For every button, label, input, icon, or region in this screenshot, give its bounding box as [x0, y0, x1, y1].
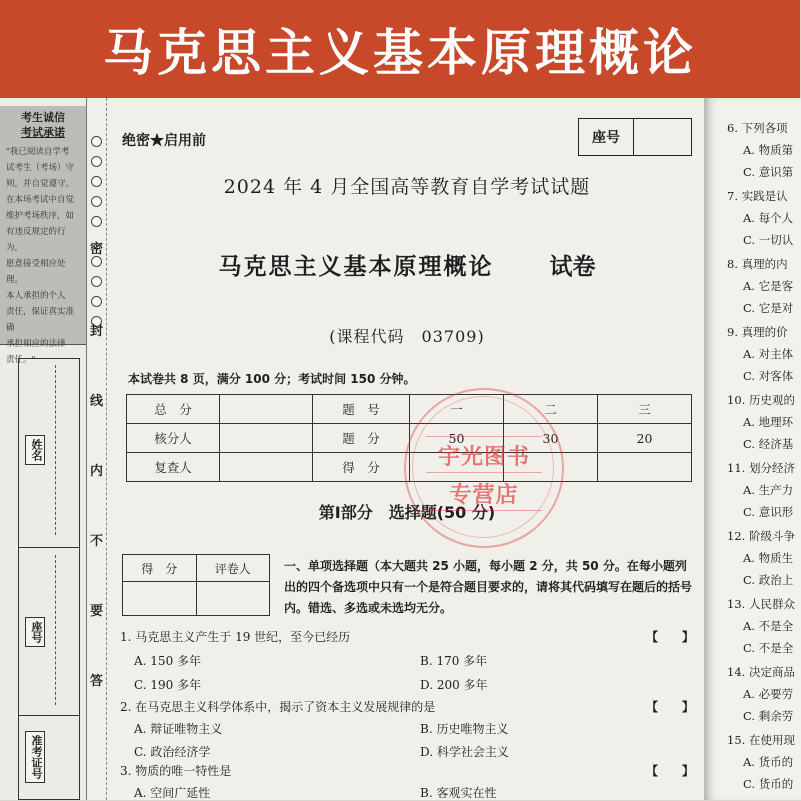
table-cell: 二: [504, 395, 598, 424]
table-cell: 得 分: [123, 555, 197, 582]
answer-bracket[interactable]: 【 】: [645, 700, 694, 714]
pledge-line: 本人承担的个人: [6, 291, 66, 301]
table-row: [127, 395, 692, 424]
score-input-cell[interactable]: [123, 582, 197, 616]
confidential-label: 绝密★启用前: [122, 133, 206, 149]
option: A. 地理环: [743, 415, 794, 429]
field-divider: [19, 547, 79, 548]
question-stem: 2. 在马克思主义科学体系中，揭示了资本主义发展规律的是: [120, 700, 436, 714]
option: C. 它是对: [743, 301, 794, 315]
question-stem: 15. 在使用现: [727, 733, 795, 747]
option: D. 200 多年: [420, 678, 488, 692]
binding-hole: [91, 276, 102, 287]
stamp-text-line2: 专营店: [449, 483, 519, 508]
option: A. 每个人: [743, 211, 794, 225]
seal-char: 答: [90, 674, 104, 689]
pledge-text: [0, 140, 86, 368]
question-stem: 1. 马克思主义产生于 19 世纪，至今已经历: [120, 630, 351, 644]
table-cell: 50: [410, 424, 504, 453]
question-stem: 9. 真理的价: [727, 325, 788, 339]
paper-word: 试卷: [549, 254, 596, 280]
seal-char: 密: [90, 242, 104, 257]
stamp-line: [426, 510, 542, 511]
question-stem: 7. 实践是认: [727, 189, 788, 203]
title-banner: [0, 0, 800, 98]
banner-title: 马克思主义基本原理概论: [103, 24, 697, 82]
pledge-line: 在本场考试中自觉: [6, 195, 75, 205]
question-stem: 12. 阶级斗争: [727, 529, 795, 543]
table-cell: 题 号: [313, 395, 410, 424]
seat-field-label: 座号: [25, 617, 45, 647]
option: A. 物质生: [743, 551, 794, 565]
table-row: [123, 582, 270, 616]
option: C. 政治上: [743, 573, 794, 587]
exam-id-field-label: 准考证号: [25, 731, 45, 783]
table-cell[interactable]: [220, 424, 313, 453]
seat-field-line[interactable]: [55, 555, 57, 705]
option: A. 不是全: [743, 619, 794, 633]
seal-line-column: [88, 98, 107, 800]
pledge-line: 责任，保证真实准确: [6, 307, 75, 333]
option: B. 客观实在性: [420, 786, 497, 800]
question-stem: 3. 物质的唯一特性是: [120, 764, 232, 778]
seal-char: 内: [90, 464, 104, 479]
question-stem: 14. 决定商品: [727, 665, 795, 679]
question-stem: 6. 下列各项: [727, 121, 788, 135]
question-stem: 13. 人民群众: [727, 597, 795, 611]
answer-bracket[interactable]: 【 】: [645, 764, 694, 778]
subject-title: 马克思主义基本原理概论: [218, 254, 494, 280]
pledge-line: 维护考场秩序，如: [6, 211, 75, 221]
option: C. 政治经济学: [134, 745, 211, 759]
option: A. 辩证唯物主义: [134, 722, 223, 736]
binding-hole: [91, 196, 102, 207]
binding-hole: [91, 256, 102, 267]
part-title: 第Ⅰ部分 选择题(50 分): [318, 503, 496, 522]
stamp-line: [426, 436, 542, 437]
question-item: [120, 762, 694, 800]
next-page-partial: [704, 98, 801, 800]
option: B. 历史唯物主义: [420, 722, 509, 736]
subject-row: [112, 248, 702, 281]
question-item: [120, 628, 694, 692]
grader-table: [122, 554, 270, 616]
pledge-line: 有违反规定的行为，: [6, 227, 66, 253]
option: C. 意识第: [743, 165, 794, 179]
seal-char: 要: [90, 604, 104, 619]
table-cell: 一: [410, 395, 504, 424]
table-cell: 30: [504, 424, 598, 453]
option: D. 科学社会主义: [420, 745, 509, 759]
name-field-line[interactable]: [55, 365, 57, 535]
exam-title: 2024 年 4 月全国高等教育自学考试试题: [223, 176, 591, 198]
table-cell: 题 分: [313, 424, 410, 453]
binding-hole: [91, 156, 102, 167]
question-item: [120, 698, 694, 758]
question-stem: 11. 划分经济: [727, 461, 795, 475]
pledge-line: "我已阅读自学考: [6, 147, 70, 157]
binding-hole: [91, 296, 102, 307]
integrity-pledge-box: [0, 106, 86, 365]
binding-hole: [91, 216, 102, 227]
option: C. 一切认: [743, 233, 794, 247]
course-code: (课程代码 03709): [329, 327, 485, 346]
answer-bracket[interactable]: 【 】: [645, 630, 694, 644]
exam-info: 本试卷共 8 页，满分 100 分；考试时间 150 分钟。: [128, 372, 416, 386]
pledge-line: 则，并自觉遵守。: [6, 179, 75, 189]
option: B. 170 多年: [420, 654, 488, 668]
seat-number-label: 座号: [579, 119, 634, 155]
name-field-label: 姓名: [25, 435, 45, 465]
seal-char: 线: [90, 394, 104, 409]
option: C. 剩余劳: [743, 709, 794, 723]
pledge-line: 承担相应的法律: [6, 339, 66, 349]
option: A. 生产力: [743, 483, 794, 497]
exam-sheet: [112, 98, 702, 800]
table-row: [123, 555, 270, 582]
pledge-subtitle: 考试承诺: [21, 126, 65, 139]
section-instructions: 一、单项选择题（本大题共 25 小题，每小题 2 分，共 50 分。在每小题列出的四个备选项中只有一个是符合题目要求的，请将其代码填写在题后的括号内。错选、多选或未选均无分。: [284, 559, 693, 615]
option: A. 必要劳: [743, 687, 794, 701]
table-cell: 得 分: [313, 453, 410, 482]
binding-hole: [91, 176, 102, 187]
option: A. 对主体: [743, 347, 794, 361]
option: C. 意识形: [743, 505, 794, 519]
option: A. 物质第: [743, 143, 794, 157]
candidate-id-table: [18, 358, 80, 800]
table-cell[interactable]: [598, 453, 692, 482]
seat-number-box: [578, 118, 692, 156]
table-cell: 三: [598, 395, 692, 424]
pledge-title: 考生诚信: [21, 111, 65, 124]
option: A. 空间广延性: [134, 786, 211, 800]
watermark-stamp: [404, 388, 564, 548]
table-cell: 评卷人: [196, 555, 270, 582]
seat-number-input[interactable]: [634, 119, 691, 155]
stamp-line: [426, 472, 542, 473]
exam-page-photo: [0, 98, 800, 800]
pledge-line: 试考生（考场）守: [6, 163, 75, 173]
option: A. 150 多年: [134, 654, 202, 668]
option: C. 货币的: [743, 777, 794, 791]
table-cell: 复查人: [127, 453, 220, 482]
grader-input-cell[interactable]: [196, 582, 270, 616]
option: C. 对客体: [743, 369, 794, 383]
option: C. 190 多年: [134, 678, 202, 692]
binding-hole: [91, 136, 102, 147]
option: C. 经济基: [743, 437, 794, 451]
question-stem: 10. 历史观的: [727, 393, 795, 407]
seal-char: 封: [90, 324, 104, 339]
table-cell[interactable]: [220, 395, 313, 424]
option: C. 不是全: [743, 641, 794, 655]
pledge-line: 责任。": [6, 355, 36, 365]
table-cell: 核分人: [127, 424, 220, 453]
pledge-line: 愿意接受相应处理。: [6, 259, 66, 285]
table-cell: 总 分: [127, 395, 220, 424]
field-divider: [19, 715, 79, 716]
question-stem: 8. 真理的内: [727, 257, 788, 271]
binding-strip: [0, 98, 87, 800]
seal-char: 不: [90, 534, 104, 549]
stamp-text-line1: 宇光图书: [437, 445, 530, 470]
table-cell[interactable]: [220, 453, 313, 482]
option: A. 它是客: [743, 279, 794, 293]
option: A. 货币的: [743, 755, 794, 769]
table-cell: 20: [598, 424, 692, 453]
